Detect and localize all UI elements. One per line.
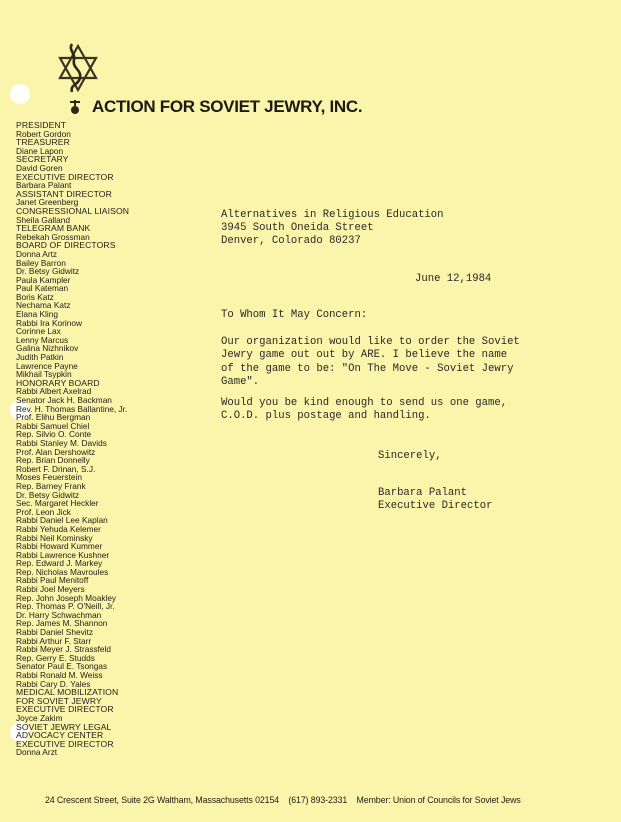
address-line: Denver, Colorado 80237	[221, 235, 361, 248]
roster-name: Rabbi Daniel Shevitz	[16, 627, 94, 638]
roster-name: Lawrence Payne	[16, 360, 78, 371]
roster-title: TELEGRAM BANK	[16, 223, 91, 234]
footer-phone: (617) 893-2331	[288, 795, 348, 805]
roster-name: Rabbi Cary D. Yales	[16, 678, 91, 689]
body-paragraph-1	[221, 336, 601, 389]
roster-name: Paula Kampler	[16, 274, 71, 285]
roster-title: SECRETARY	[16, 154, 69, 165]
roster-name: Rabbi Lawrence Kushner	[16, 549, 110, 560]
roster-name: David Goren	[16, 162, 63, 173]
roster-title: SOVIET JEWRY LEGAL	[16, 721, 112, 732]
roster-name: Rabbi Samuel Chiel	[16, 420, 90, 431]
roster-title: ASSISTANT DIRECTOR	[16, 188, 112, 199]
roster-name: Senator Paul E. Tsongas	[16, 661, 108, 672]
roster-title: MEDICAL MOBILIZATION	[16, 687, 119, 698]
roster-name: Rep. Silvio O. Conte	[16, 429, 92, 440]
roster-name: Rabbi Arthur F. Starr	[16, 635, 92, 646]
roster-name: Barbara Palant	[16, 180, 72, 191]
roster-name: Prof. Elihu Bergman	[16, 412, 91, 423]
salutation: To Whom It May Concern:	[221, 309, 368, 321]
address-line: 3945 South Oneida Street	[221, 222, 374, 235]
organization-name: ACTION FOR SOVIET JEWRY, INC.	[92, 97, 363, 116]
roster-name: Lenny Marcus	[16, 334, 69, 345]
roster-name: Rabbi Daniel Lee Kaplan	[16, 515, 108, 526]
roster-name: Diane Lapon	[16, 145, 64, 156]
roster-name: Rabbi Howard Kummer	[16, 541, 103, 552]
roster-name: Moses Feuerstein	[16, 472, 82, 483]
signature-block	[378, 487, 492, 513]
roster-name: Elana Kling	[16, 309, 58, 320]
roster-name: Prof. Alan Dershowitz	[16, 446, 96, 457]
roster-name: Rabbi Paul Menitoff	[16, 575, 89, 586]
roster-name: Rabbi Yehuda Kelemer	[16, 523, 101, 534]
body-line: Would you be kind enough to send us one game,	[221, 397, 508, 409]
roster-title: BOARD OF DIRECTORS	[16, 240, 116, 251]
roster-name: Rabbi Ira Korinow	[16, 317, 82, 328]
roster-name: Rabbi Albert Axelrad	[16, 386, 92, 397]
roster-name: Rep. Nicholas Mavroules	[16, 566, 109, 577]
roster-title: CONGRESSIONAL LIAISON	[16, 205, 130, 216]
signer-name: Barbara Palant	[378, 487, 468, 499]
roster-name: Janet Greenberg	[16, 197, 79, 208]
roster-name: Prof. Leon Jick	[16, 506, 71, 517]
roster-name: Rep. Brian Donnelly	[16, 455, 90, 466]
roster-name: Rebekah Grossman	[16, 231, 90, 242]
body-line: of the game to be: "On The Move - Soviet Jewry	[221, 362, 514, 375]
roster-name: Rabbi Joel Meyers	[16, 584, 85, 595]
roster-name: Galina Nizhnikov	[16, 343, 79, 354]
roster-title: TREASURER	[16, 137, 70, 148]
body-line: Jewry game out out by ARE. I believe the name	[221, 349, 508, 362]
body-line: Game".	[221, 375, 260, 388]
roster-name: Rep. John Joseph Moakley	[16, 592, 117, 603]
roster-name: Boris Katz	[16, 291, 54, 302]
roster-name: Rep. Thomas P. O'Neill, Jr.	[16, 601, 115, 612]
roster-name: Judith Patkin	[16, 352, 64, 363]
roster-title: FOR SOVIET JEWRY	[16, 695, 102, 706]
roster-name: Rep. Edward J. Markey	[16, 558, 103, 569]
roster-name: Bailey Barron	[16, 257, 66, 268]
roster-name: Mikhail Tsypkin	[16, 369, 72, 380]
roster-title: HONORARY BOARD	[16, 377, 100, 388]
roster-title: PRESIDENT	[16, 120, 67, 130]
roster-name: Corinne Lax	[16, 326, 61, 337]
roster-name: Joyce Zakim	[16, 712, 63, 723]
body-line: C.O.D. plus postage and handling.	[221, 410, 431, 423]
roster-name: Dr. Betsy Gidwitz	[16, 489, 80, 500]
recipient-address	[221, 209, 601, 249]
punch-hole-top	[10, 84, 30, 104]
roster-name: Robert F. Drinan, S.J.	[16, 463, 96, 474]
roster-name: Rabbi Meyer J. Strassfeld	[16, 644, 111, 655]
letterhead-footer	[45, 795, 528, 805]
roster-title: EXECUTIVE DIRECTOR	[16, 171, 114, 182]
roster-name: Rep. Gerry E. Studds	[16, 652, 95, 663]
body-line: Our organization would like to order the Soviet	[221, 336, 520, 348]
roster-name: Sheila Galland	[16, 214, 70, 225]
roster-name: Rev. H. Thomas Ballantine, Jr.	[16, 403, 128, 414]
roster-name: Rabbi Ronald M. Weiss	[16, 670, 103, 680]
roster-name: Rabbi Stanley M. Davids	[16, 437, 107, 448]
roster-title: ADVOCACY CENTER	[16, 730, 104, 741]
letter-date: June 12,1984	[415, 273, 492, 285]
roster-title: EXECUTIVE DIRECTOR	[16, 704, 114, 715]
address-line: Alternatives in Religious Education	[221, 209, 444, 221]
closing: Sincerely,	[378, 450, 442, 462]
roster-name: Donna Artz	[16, 248, 58, 259]
roster-name: Rep. Barney Frank	[16, 480, 86, 491]
roster-name: Rep. James M. Shannon	[16, 618, 108, 629]
roster-name: Paul Kateman	[16, 283, 69, 294]
roster-name: Sec. Margaret Heckler	[16, 498, 99, 509]
roster-name: Robert Gordon	[16, 128, 71, 139]
roster-name: Dr. Betsy Gidwitz	[16, 266, 80, 277]
roster-name: Dr. Harry Schwachman	[16, 609, 102, 620]
footer-address: 24 Crescent Street, Suite 2G Waltham, Massachusetts 02154	[45, 795, 280, 805]
roster-name: Donna Arzt	[16, 747, 58, 758]
roster-name: Senator Jack H. Backman	[16, 395, 112, 405]
roster-title: EXECUTIVE DIRECTOR	[16, 738, 114, 749]
body-paragraph-2	[221, 397, 601, 424]
roster-name: Rabbi Neil Kominsky	[16, 532, 93, 543]
signer-title: Executive Director	[378, 500, 493, 512]
roster-name: Nechama Katz	[16, 300, 71, 311]
officers-roster	[16, 121, 206, 757]
footer-member: Member: Union of Councils for Soviet Jews	[356, 795, 521, 805]
